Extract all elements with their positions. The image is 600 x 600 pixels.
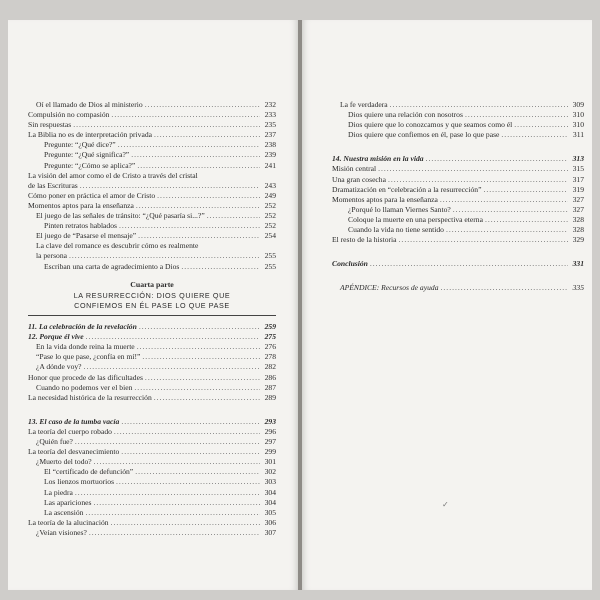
toc-leader-dots [485, 215, 568, 225]
toc-page-number: 286 [264, 372, 276, 382]
toc-page-number: 293 [264, 416, 276, 426]
toc-entry [332, 215, 584, 225]
toc-entry-title: 14. Nuestra misión en la vida [332, 154, 424, 164]
toc-entry [28, 110, 276, 120]
part-divider [28, 315, 276, 316]
toc-entry-title: ¿A dónde voy? [36, 362, 82, 372]
toc-leader-dots [69, 251, 260, 261]
left-toc-entries [28, 100, 276, 272]
toc-entry-title: El juego de las señales de tránsito: “¿Qué pasaría si...?” [36, 211, 205, 221]
toc-leader-dots [207, 211, 260, 221]
toc-entry [332, 235, 584, 245]
toc-page-number: 327 [572, 204, 584, 214]
toc-entry [28, 383, 276, 393]
toc-leader-dots [118, 140, 260, 150]
toc-page-number: 297 [264, 437, 276, 447]
toc-leader-dots [121, 417, 260, 427]
toc-entry [28, 161, 276, 171]
toc-leader-dots [441, 283, 569, 293]
toc-leader-dots [154, 393, 260, 403]
toc-leader-dots [370, 259, 568, 269]
toc-page-number: 252 [264, 221, 276, 231]
toc-entry-title: Cuando no podemos ver el bien [36, 382, 133, 392]
toc-entry [28, 241, 276, 251]
toc-leader-dots [94, 457, 260, 467]
toc-leader-dots [145, 373, 260, 383]
toc-entry [28, 150, 276, 160]
toc-spacer [332, 269, 584, 283]
toc-leader-dots [483, 185, 568, 195]
toc-entry-title: Oí el llamado de Dios al ministerio [36, 100, 143, 109]
toc-page-number: 317 [572, 174, 584, 184]
toc-leader-dots [119, 221, 260, 231]
part-heading [28, 280, 276, 311]
toc-entry-title: 13. El caso de la tumba vacía [28, 416, 120, 426]
toc-leader-dots [426, 154, 568, 164]
toc-entry-title: Momentos aptos para la enseñanza [332, 194, 438, 204]
toc-page-number: 307 [264, 527, 276, 537]
toc-entry-title: Pregunte: “¿Cómo se aplica?” [44, 160, 136, 170]
toc-leader-dots [446, 225, 568, 235]
toc-entry-title: La visión del amor como el de Cristo a través del cristal [28, 170, 198, 180]
toc-page-number: 313 [572, 154, 584, 164]
toc-entry [332, 205, 584, 215]
toc-entry-title: Pregunte: “¿Qué dice?” [44, 140, 116, 150]
toc-entry-title: Dios quiere que lo conozcamos y que seamos como él [348, 120, 513, 130]
toc-leader-dots [453, 205, 568, 215]
toc-leader-dots [142, 352, 260, 362]
toc-entry-title: Cómo poner en práctica el amor de Cristo [28, 190, 156, 200]
toc-entry [28, 211, 276, 221]
toc-page-number: 255 [264, 261, 276, 271]
toc-leader-dots [116, 477, 260, 487]
toc-entry-title: la persona [36, 251, 67, 261]
right-toc-entries [332, 100, 584, 293]
toc-entry [28, 528, 276, 538]
toc-chapter [332, 154, 584, 164]
right-page [302, 20, 592, 590]
toc-page-number: 278 [264, 352, 276, 362]
toc-leader-dots [399, 235, 568, 245]
toc-entry-title: El resto de la historia [332, 235, 397, 245]
toc-leader-dots [145, 100, 260, 110]
toc-entry-title: ¿Quién fue? [36, 437, 73, 447]
toc-leader-dots [111, 518, 260, 528]
toc-entry [28, 457, 276, 467]
toc-page-number: 259 [264, 322, 276, 332]
toc-page-number: 328 [572, 214, 584, 224]
toc-leader-dots [75, 488, 260, 498]
toc-entry-title: Cuando la vida no tiene sentido [348, 225, 444, 235]
toc-entry [332, 175, 584, 185]
toc-entry [28, 447, 276, 457]
toc-page-number: 310 [572, 120, 584, 130]
toc-entry [28, 140, 276, 150]
toc-page-number: 252 [264, 211, 276, 221]
toc-entry-title: El juego de “Pasarse el mensaje” [36, 231, 137, 241]
toc-entry [28, 488, 276, 498]
toc-leader-dots [465, 110, 568, 120]
toc-page-number: 301 [264, 457, 276, 467]
toc-entry [332, 100, 584, 110]
toc-entry [28, 231, 276, 241]
toc-leader-dots [134, 383, 260, 393]
toc-leader-dots [84, 362, 260, 372]
toc-entry-title: de las Escrituras [28, 180, 78, 190]
toc-entry-title: ¿Muerto del todo? [36, 457, 92, 467]
left-page [8, 20, 298, 590]
toc-entry-title: Escriban una carta de agradecimiento a Dios [44, 261, 180, 271]
toc-entry [332, 110, 584, 120]
toc-entry [332, 185, 584, 195]
toc-leader-dots [85, 508, 260, 518]
toc-leader-dots [139, 322, 260, 332]
toc-entry [332, 164, 584, 174]
toc-entry-title: La teoría del cuerpo robado [28, 426, 112, 436]
left-chapter-entries [28, 322, 276, 538]
toc-page-number: 287 [264, 382, 276, 392]
toc-page-number: 315 [572, 164, 584, 174]
toc-page-number: 331 [572, 259, 584, 269]
toc-entry [28, 362, 276, 372]
toc-entry-title: Dios quiere que confiemos en él, pase lo que pase [348, 130, 500, 140]
toc-page-number: 296 [264, 426, 276, 436]
toc-entry-title: Los lienzos mortuorios [44, 477, 115, 487]
toc-entry [332, 120, 584, 130]
toc-page-number: 311 [572, 130, 584, 140]
toc-entry [332, 130, 584, 140]
toc-page-number: 232 [264, 100, 276, 109]
toc-page-number: 335 [572, 283, 584, 293]
toc-entry-title: El “certificado de defunción” [44, 467, 134, 477]
toc-entry-title: Pregunte: “¿Qué significa?” [44, 150, 130, 160]
toc-entry-title: La fe verdadera [340, 100, 388, 109]
toc-entry [28, 120, 276, 130]
toc-page-number: 299 [264, 447, 276, 457]
toc-spacer [332, 140, 584, 154]
toc-page-number: 329 [572, 235, 584, 245]
pencil-mark: ✓ [442, 500, 449, 509]
toc-leader-dots [157, 191, 260, 201]
toc-leader-dots [501, 130, 568, 140]
toc-entry [28, 427, 276, 437]
toc-entry [28, 171, 276, 181]
toc-entry [332, 225, 584, 235]
part-title-line-1: LA RESURRECCIÓN: DIOS QUIERE QUE [73, 290, 231, 300]
toc-page-number: 252 [264, 200, 276, 210]
toc-entry-title: Una gran cosecha [332, 174, 386, 184]
toc-entry [28, 437, 276, 447]
toc-entry-title: Compulsión no compasión [28, 110, 110, 120]
toc-entry-title: ¿Veían visiones? [36, 527, 87, 537]
toc-entry [28, 508, 276, 518]
toc-spacer [332, 245, 584, 259]
toc-leader-dots [135, 467, 260, 477]
toc-entry-title: 11. La celebración de la revelación [28, 322, 137, 332]
toc-leader-dots [89, 528, 260, 538]
toc-leader-dots [514, 120, 568, 130]
toc-page-number: 309 [572, 100, 584, 109]
toc-leader-dots [440, 195, 568, 205]
toc-leader-dots [137, 342, 260, 352]
toc-page-number: 276 [264, 342, 276, 352]
toc-entry [28, 477, 276, 487]
toc-entry-title: Honor que procede de las dificultades [28, 372, 143, 382]
toc-spacer [28, 403, 276, 417]
toc-entry-title: La teoría del desvanecimiento [28, 447, 120, 457]
toc-page-number: 255 [264, 251, 276, 261]
toc-entry-title: La ascensión [44, 507, 84, 517]
toc-page-number: 302 [264, 467, 276, 477]
toc-leader-dots [154, 130, 260, 140]
toc-entry-title: La Biblia no es de interpretación privada [28, 130, 152, 140]
toc-entry [28, 352, 276, 362]
toc-entry [28, 201, 276, 211]
toc-entry [28, 467, 276, 477]
toc-page-number: 310 [572, 110, 584, 120]
toc-entry-title: Coloque la muerte en una perspectiva eterna [348, 214, 483, 224]
toc-leader-dots [114, 427, 260, 437]
left-toc-column [28, 100, 276, 538]
toc-leader-dots [93, 498, 260, 508]
toc-page-number: 304 [264, 497, 276, 507]
toc-entry-title: Sin respuestas [28, 120, 72, 130]
toc-page-number: 239 [264, 150, 276, 160]
right-toc-column [332, 100, 584, 293]
toc-page-number: 241 [264, 160, 276, 170]
toc-entry-title: Momentos aptos para la enseñanza [28, 200, 134, 210]
toc-leader-dots [75, 437, 260, 447]
toc-entry [28, 181, 276, 191]
part-title-line-2: CONFIEMOS EN ÉL PASE LO QUE PASE [74, 300, 230, 310]
toc-entry-title: Las apariciones [44, 497, 92, 507]
toc-entry [332, 283, 584, 293]
toc-entry [28, 251, 276, 261]
toc-chapter [28, 417, 276, 427]
toc-entry [28, 373, 276, 383]
toc-leader-dots [390, 100, 568, 110]
toc-leader-dots [86, 332, 260, 342]
toc-leader-dots [378, 164, 568, 174]
toc-entry [28, 221, 276, 231]
toc-page-number: 304 [264, 487, 276, 497]
toc-entry [28, 191, 276, 201]
toc-leader-dots [80, 181, 260, 191]
toc-entry-title: 12. Porque él vive [28, 332, 84, 342]
toc-page-number: 328 [572, 225, 584, 235]
toc-entry-title: APÉNDICE: Recursos de ayuda [340, 283, 439, 293]
toc-leader-dots [131, 150, 260, 160]
toc-page-number: 319 [572, 184, 584, 194]
toc-entry-title: Pinten retratos hablados [44, 221, 117, 231]
toc-page-number: 327 [572, 194, 584, 204]
toc-page-number: 303 [264, 477, 276, 487]
part-label: Cuarta parte [130, 279, 174, 289]
toc-entry-title: Misión central [332, 164, 377, 174]
toc-page-number: 243 [264, 180, 276, 190]
toc-entry-title: Conclusión [332, 259, 368, 269]
toc-leader-dots [73, 120, 260, 130]
toc-page-number: 306 [264, 517, 276, 527]
toc-leader-dots [136, 201, 260, 211]
toc-leader-dots [388, 175, 568, 185]
toc-page-number: 289 [264, 392, 276, 402]
toc-page-number: 238 [264, 140, 276, 150]
toc-entry-title: La necesidad histórica de la resurrección [28, 392, 152, 402]
toc-leader-dots [137, 161, 260, 171]
toc-page-number: 237 [264, 130, 276, 140]
toc-chapter [28, 322, 276, 332]
toc-leader-dots [138, 231, 260, 241]
toc-entry-title: La clave del romance es descubrir cómo es realmente [36, 241, 199, 251]
toc-entry [28, 262, 276, 272]
toc-entry-title: Dramatización en “celebración a la resurrección” [332, 184, 482, 194]
toc-page-number: 282 [264, 362, 276, 372]
toc-entry-title: “Pase lo que pase, ¿confía en mí!” [36, 352, 141, 362]
toc-entry [28, 393, 276, 403]
toc-chapter [28, 332, 276, 342]
toc-leader-dots [181, 262, 260, 272]
toc-entry [28, 342, 276, 352]
toc-chapter [332, 259, 584, 269]
toc-entry-title: En la vida donde reina la muerte [36, 342, 135, 352]
toc-page-number: 254 [264, 231, 276, 241]
toc-entry [332, 195, 584, 205]
toc-page-number: 233 [264, 110, 276, 120]
toc-entry [28, 518, 276, 528]
toc-page-number: 235 [264, 120, 276, 130]
toc-page-number: 275 [264, 332, 276, 342]
toc-entry [28, 498, 276, 508]
toc-entry-title: La piedra [44, 487, 73, 497]
toc-leader-dots [121, 447, 260, 457]
toc-page-number: 249 [264, 190, 276, 200]
toc-entry-title: ¿Porqué lo llaman Viernes Santo? [348, 204, 451, 214]
toc-entry [28, 130, 276, 140]
toc-entry-title: Dios quiere una relación con nosotros [348, 110, 463, 120]
toc-entry [28, 100, 276, 110]
toc-page-number: 305 [264, 507, 276, 517]
toc-entry-title: La teoría de la alucinación [28, 517, 109, 527]
toc-leader-dots [111, 110, 260, 120]
